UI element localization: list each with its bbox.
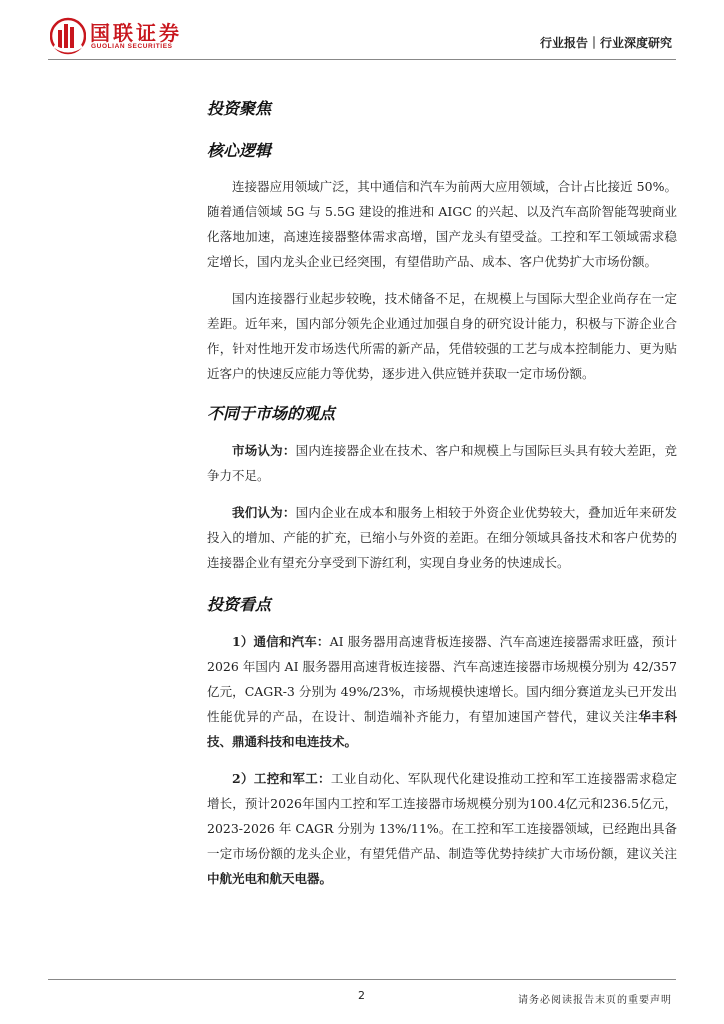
our-view-paragraph [207,500,677,575]
highlight-1-text: AI 服务器用高速背板连接器、汽车高速连接器需求旺盛，预计 2026 年国内 AI 服务器用高速背板连接器、汽车高速连接器市场规模分别为 42/357 亿元，CAGR-3 分别为 49%/23%，市场规模快速增长。国内细分赛道龙头已开发出性能优异的产品，在设计、制造端补齐能力，有望加速国产替代，建议关注 [207,634,677,724]
highlight-1-recommendations: 华丰科技、鼎通科技和电连技术。 [207,709,677,749]
footer-disclaimer: 请务必阅读报告末页的重要声明 [518,995,672,1006]
highlight-1-label: 1）通信和汽车： [232,634,330,649]
section-title-different-view: 不同于市场的观点 [207,404,336,423]
page-number: 2 [358,989,365,1002]
company-logo [50,16,220,56]
market-view-label: 市场认为： [232,443,296,458]
page-header [0,0,724,62]
section-title-invest-focus: 投资聚焦 [207,99,272,118]
logo-text-en: GUOLIAN SECURITIES [91,43,173,50]
highlight-2-label: 2）工控和军工： [232,771,331,786]
core-logic-paragraph-1: 连接器应用领域广泛，其中通信和汽车为前两大应用领域，合计占比接近 50%。随着通信领域 5G 与 5.5G 建设的推进和 AIGC 的兴起、以及汽车高阶智能驾驶商业化落地加速，高速连接器整体需求高增，国产龙头有望受益。工控和军工领域需求稳定增长，国内龙头企业已经突围，有望借助产品、成本、客户优势扩大市场份额。 [207,179,677,269]
section-title-highlights: 投资看点 [207,595,272,614]
footer-divider [48,979,676,980]
report-type-tag: 行业报告｜行业深度研究 [539,36,672,50]
market-view-text: 国内连接器企业在技术、客户和规模上与国际巨头具有较大差距，竞争力不足。 [207,443,677,483]
our-view-text: 国内企业在成本和服务上相较于外资企业优势较大，叠加近年来研发投入的增加、产能的扩充，已缩小与外资的差距。在细分领域具备技术和客户优势的连接器企业有望充分享受到下游红利，实现自身业务的快速成长。 [207,505,677,570]
our-view-label: 我们认为： [232,505,296,520]
section-title-core-logic: 核心逻辑 [207,141,272,160]
market-view-paragraph [207,438,677,488]
highlight-2-text: 工业自动化、军队现代化建设推动工控和军工连接器需求稳定增长，预计2026年国内工控和军工连接器市场规模分别为100.4亿元和236.5亿元，2023-2026 年 CAGR 分别为 13%/11%。在工控和军工连接器领域，已经跑出具备一定市场份额的龙头企业，有望凭借产品、制造等优势持续扩大市场份额，建议关注 [207,771,677,861]
core-logic-paragraph-2: 国内连接器行业起步较晚，技术储备不足，在规模上与国际大型企业尚存在一定差距。近年来，国内部分领先企业通过加强自身的研究设计能力，积极与下游企业合作，针对性地开发市场迭代所需的新产品，凭借较强的工艺与成本控制能力、更为贴近客户的快速反应能力等优势，逐步进入供应链并获取一定市场份额。 [207,291,677,381]
logo-text-cn: 国联证券 [90,21,182,45]
guolian-logo-icon [50,16,86,56]
highlight-2-recommendations: 中航光电和航天电器。 [207,871,333,886]
highlight-item-2 [207,766,677,891]
highlight-item-1 [207,629,677,754]
main-content [207,98,677,891]
header-divider [48,59,676,60]
